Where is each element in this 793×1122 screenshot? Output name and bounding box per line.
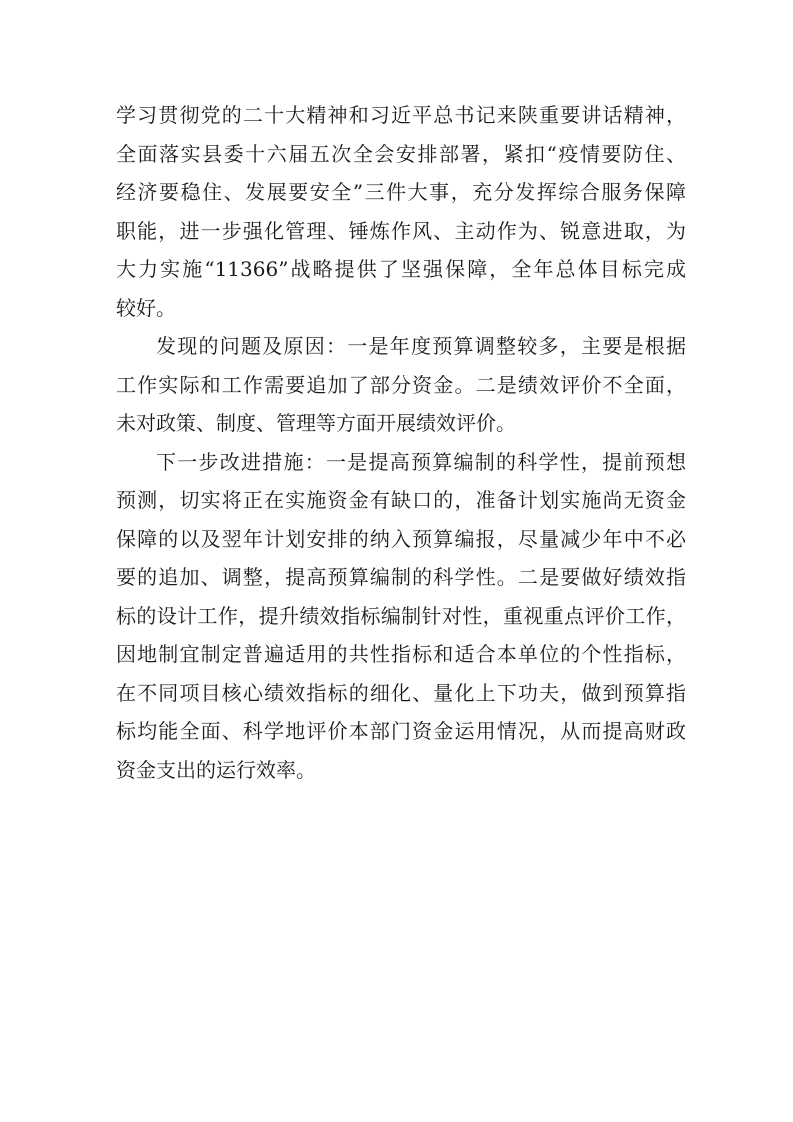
text-line: 标的设计工作，提升绩效指标编制针对性，重视重点评价工作，	[116, 603, 686, 628]
text-line: 因地制宜制定普遍适用的共性指标和适合本单位的个性指标，	[116, 642, 686, 666]
text-line: 下一步改进措施：一是提高预算编制的科学性，提前预想	[156, 449, 686, 474]
text-line: 全面落实县委十六届五次全会安排部署，紧扣“疫情要防住、	[116, 141, 686, 166]
text-line: 预测，切实将正在实施资金有缺口的，准备计划实施尚无资金	[116, 488, 686, 512]
paragraph-improvements	[116, 443, 686, 790]
paragraph-problems	[116, 327, 686, 443]
text-line: 经济要稳住、发展要安全”三件大事，充分发挥综合服务保障	[116, 180, 686, 204]
body-text	[116, 96, 686, 789]
text-line: 要的追加、调整，提高预算编制的科学性。二是要做好绩效指	[116, 565, 686, 589]
text-line: 标均能全面、科学地评价本部门资金运用情况，从而提高财政	[116, 719, 686, 743]
text-line: 大力实施“11366”战略提供了坚强保障，全年总体目标完成	[116, 257, 686, 281]
text-line: 工作实际和工作需要追加了部分资金。二是绩效评价不全面，	[116, 372, 686, 397]
text-line: 发现的问题及原因：一是年度预算调整较多，主要是根据	[156, 334, 686, 358]
text-line: 未对政策、制度、管理等方面开展绩效评价。	[116, 411, 516, 435]
paragraph-summary	[116, 96, 686, 327]
text-line: 较好。	[116, 295, 176, 320]
text-line: 在不同项目核心绩效指标的细化、量化上下功夫，做到预算指	[116, 680, 686, 705]
text-line: 保障的以及翌年计划安排的纳入预算编报，尽量减少年中不必	[116, 526, 686, 551]
text-line: 学习贯彻党的二十大精神和习近平总书记来陕重要讲话精神，	[116, 103, 686, 127]
text-line: 职能，进一步强化管理、锤炼作风、主动作为、锐意进取，为	[116, 218, 686, 243]
text-line: 资金支出的运行效率。	[116, 757, 316, 782]
